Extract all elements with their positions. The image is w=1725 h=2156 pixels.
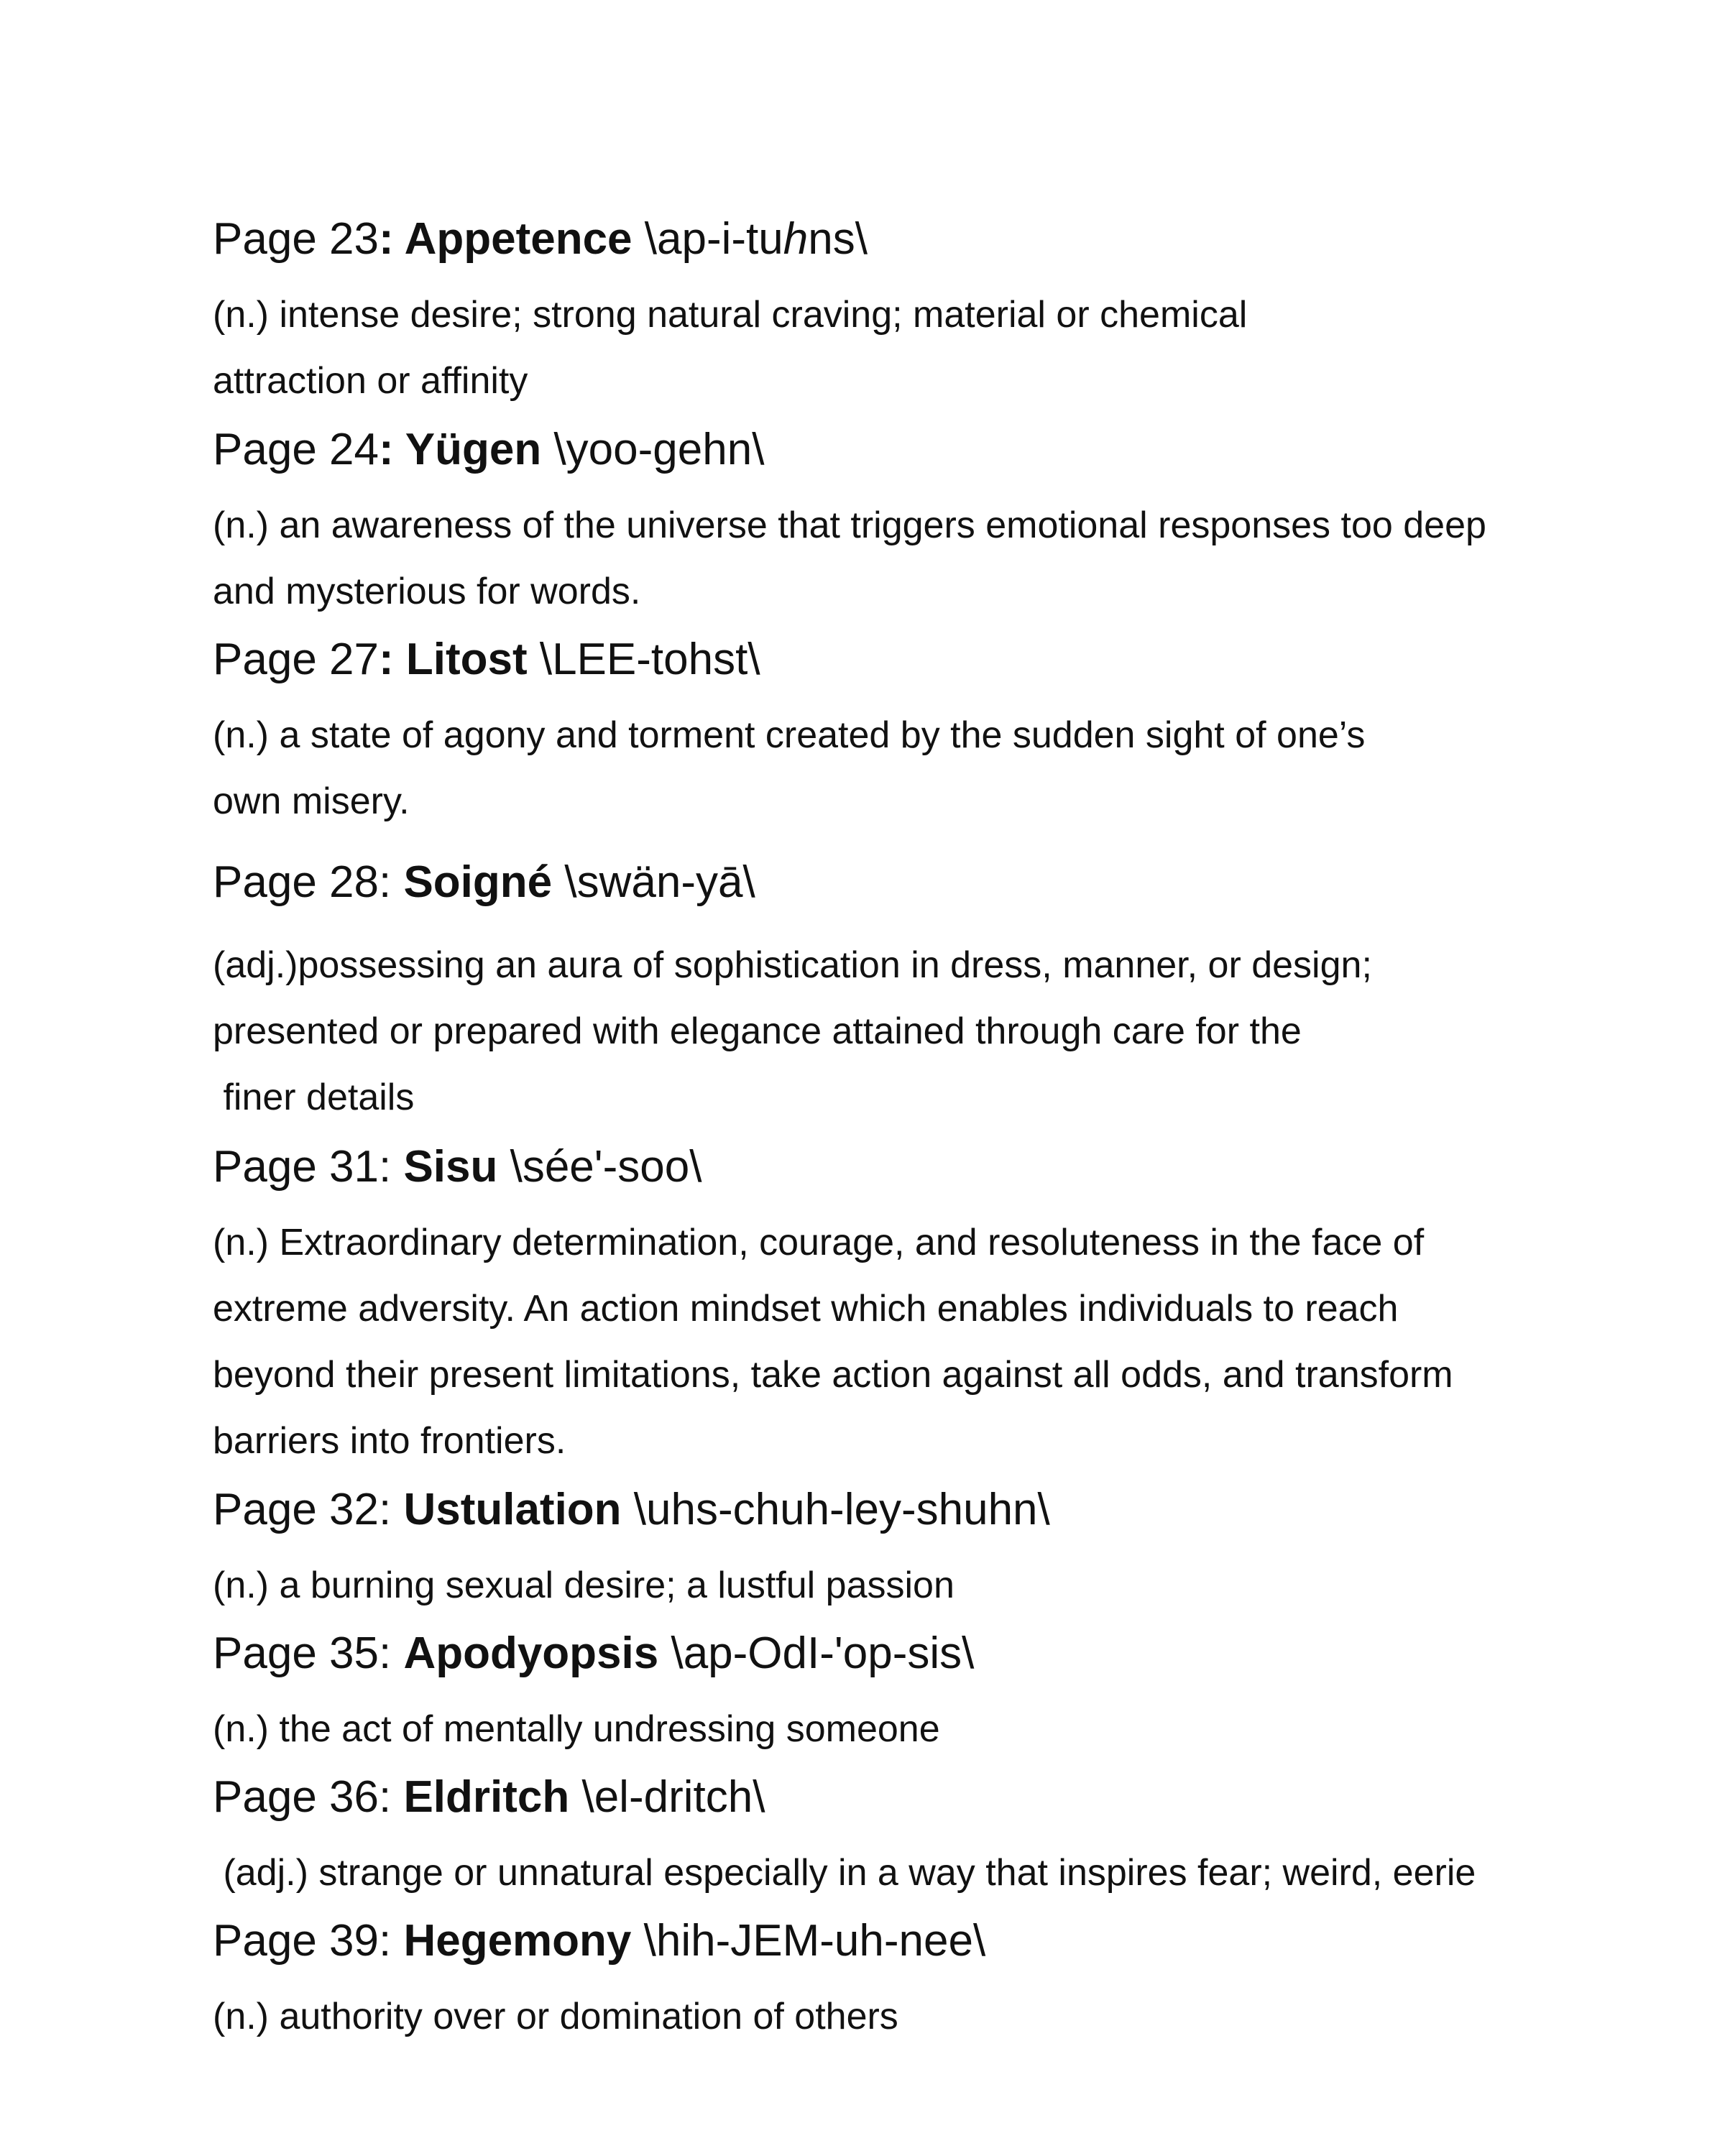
entry-word: Eldritch — [403, 1772, 570, 1822]
entry-heading-eldritch — [213, 1772, 765, 1822]
pronunciation: \swän-yā\ — [552, 857, 755, 907]
definition-line: (adj.) strange or unnatural especially in a way that inspires fear; weird, eerie — [213, 1852, 1476, 1894]
definition-line: attraction or affinity — [213, 360, 528, 402]
pronunciation: \ap-i-tu — [632, 214, 783, 264]
definition-line: (n.) an awareness of the universe that triggers emotional responses too deep — [213, 505, 1486, 546]
pronunciation-end: ns\ — [808, 214, 868, 264]
entry-word: Appetence — [404, 214, 632, 264]
page-label: Page 23 — [213, 214, 379, 264]
page-label: Page 28: — [213, 857, 404, 907]
entry-word: Yügen — [405, 425, 542, 474]
entry-heading-litost — [213, 637, 760, 682]
page-label: Page 31: — [213, 1142, 404, 1192]
definition-line: presented or prepared with elegance attained through care for the — [213, 1010, 1302, 1052]
pronunciation: \yoo-gehn\ — [541, 425, 765, 474]
definition-line: own misery. — [213, 780, 410, 822]
definition-line: (n.) the act of mentally undressing someone — [213, 1708, 940, 1750]
pronunciation: \sée'-soo\ — [497, 1142, 702, 1192]
entry-word: Litost — [405, 635, 528, 684]
page-label: Page 36: — [213, 1772, 404, 1822]
definition-line: finer details — [213, 1077, 415, 1118]
entry-word: Soigné — [403, 857, 553, 907]
separator: : — [379, 214, 405, 264]
entry-heading-hegemony — [213, 1916, 986, 1966]
definition-line: (n.) authority over or domination of others — [213, 1996, 898, 2037]
definition-line: (adj.)possessing an aura of sophistication in dress, manner, or design; — [213, 944, 1372, 986]
pronunciation-italic: h — [783, 214, 809, 264]
entry-heading-soigne — [213, 857, 755, 907]
entry-heading-apodyopsis — [213, 1628, 975, 1678]
definition-line: (n.) a state of agony and torment created by the sudden sight of one’s — [213, 714, 1366, 756]
definition-line: (n.) intense desire; strong natural craving; material or chemical — [213, 294, 1248, 336]
definition-line: (n.) a burning sexual desire; a lustful passion — [213, 1565, 954, 1606]
pronunciation: \hih-JEM-uh-nee\ — [631, 1916, 986, 1966]
definition-line: barriers into frontiers. — [213, 1420, 566, 1462]
page-label: Page 24 — [213, 425, 379, 474]
separator: : — [379, 425, 405, 474]
entry-word: Hegemony — [403, 1916, 632, 1966]
definition-line: extreme adversity. An action mindset which enables individuals to reach — [213, 1288, 1399, 1330]
page-label: Page 27 — [213, 635, 379, 684]
separator: : — [379, 635, 406, 684]
page-label: Page 39: — [213, 1916, 404, 1966]
pronunciation: \el-dritch\ — [569, 1772, 765, 1822]
pronunciation: \LEE-tohst\ — [527, 635, 760, 684]
entry-heading-appetence — [213, 214, 868, 264]
entry-heading-yugen — [213, 425, 765, 474]
entry-heading-ustulation — [213, 1485, 1050, 1534]
page-label: Page 32: — [213, 1485, 404, 1534]
page-label: Page 35: — [213, 1628, 404, 1678]
pronunciation: \ap-OdI-'op-sis\ — [658, 1628, 975, 1678]
entry-heading-sisu — [213, 1142, 702, 1192]
definition-line: (n.) Extraordinary determination, courage, and resoluteness in the face of — [213, 1222, 1425, 1263]
entry-word: Ustulation — [403, 1485, 622, 1534]
entry-word: Apodyopsis — [403, 1628, 659, 1678]
definition-line: beyond their present limitations, take action against all odds, and transform — [213, 1354, 1453, 1396]
definition-line: and mysterious for words. — [213, 571, 641, 612]
entry-word: Sisu — [403, 1142, 498, 1192]
pronunciation: \uhs-chuh-ley-shuhn\ — [621, 1485, 1050, 1534]
